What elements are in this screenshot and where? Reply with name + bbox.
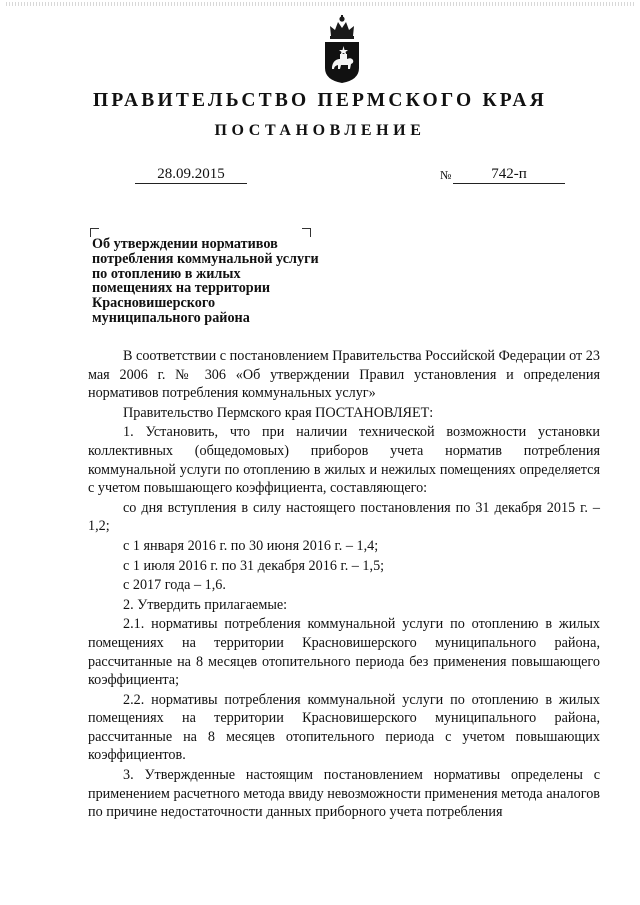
document-body — [88, 347, 600, 822]
document-subject: Об утверждении нормативов потребления коммунальной услуги по отоплению в жилых помещениях на территории Красновишерского муниципального района — [92, 236, 319, 326]
scan-artifact-strip — [6, 2, 634, 6]
number-sign: № — [440, 168, 452, 182]
paragraph-coefficient-1: со дня вступления в силу настоящего постановления по 31 декабря 2015 г. – 1,2; — [88, 499, 600, 535]
paragraph-item-2: 2. Утвердить прилагаемые: — [123, 596, 288, 613]
paragraph-item-1: 1. Установить, что при наличии технической возможности установки коллективных (общедомовых) приборов учета норматив потребления коммунальной услуги по отоплению в жилых и нежилых помещениях определяется с учетом повышающего коэффициента, составляющего: — [88, 424, 600, 497]
paragraph-coefficient-2: с 1 января 2016 г. по 30 июня 2016 г. – 1,4; — [123, 537, 379, 554]
document-type: ПОСТАНОВЛЕНИЕ — [214, 122, 426, 139]
document-date: 28.09.2015 — [135, 165, 247, 184]
paragraph-decree: Правительство Пермского края ПОСТАНОВЛЯЕТ: — [123, 404, 434, 421]
paragraph-basis: В соответствии с постановлением Правительства Российской Федерации от 23 мая 2006 г. № 306 «Об утверждении Правил установления и определения нормативов потребления коммунальных услуг» — [88, 348, 600, 402]
paragraph-item-2-1: 2.1. нормативы потребления коммунальной услуги по отоплению в жилых помещениях на территории Красновишерского муниципального района, рассчитанные на 8 месяцев отопительного периода без применения повышающего коэффициента; — [88, 616, 600, 689]
paragraph-coefficient-4: с 2017 года – 1,6. — [123, 577, 226, 594]
government-title: ПРАВИТЕЛЬСТВО ПЕРМСКОГО КРАЯ — [93, 90, 547, 111]
document-number: 742-п — [453, 165, 565, 184]
paragraph-coefficient-3: с 1 июля 2016 г. по 31 декабря 2016 г. – 1,5; — [123, 557, 385, 574]
paragraph-item-2-2: 2.2. нормативы потребления коммунальной услуги по отоплению в жилых помещениях на территории Красновишерского муниципального района, рассчитанные на 8 месяцев отопительного периода с учетом повышающих коэффициентов. — [88, 691, 600, 764]
subject-corner-right — [302, 228, 311, 237]
perm-krai-coat-of-arms-icon — [320, 14, 364, 84]
paragraph-item-3: 3. Утвержденные настоящим постановлением нормативы определены с применением расчетного метода ввиду невозможности применения метода аналогов по причине недостаточности данных приборного учета потребления — [88, 767, 600, 821]
